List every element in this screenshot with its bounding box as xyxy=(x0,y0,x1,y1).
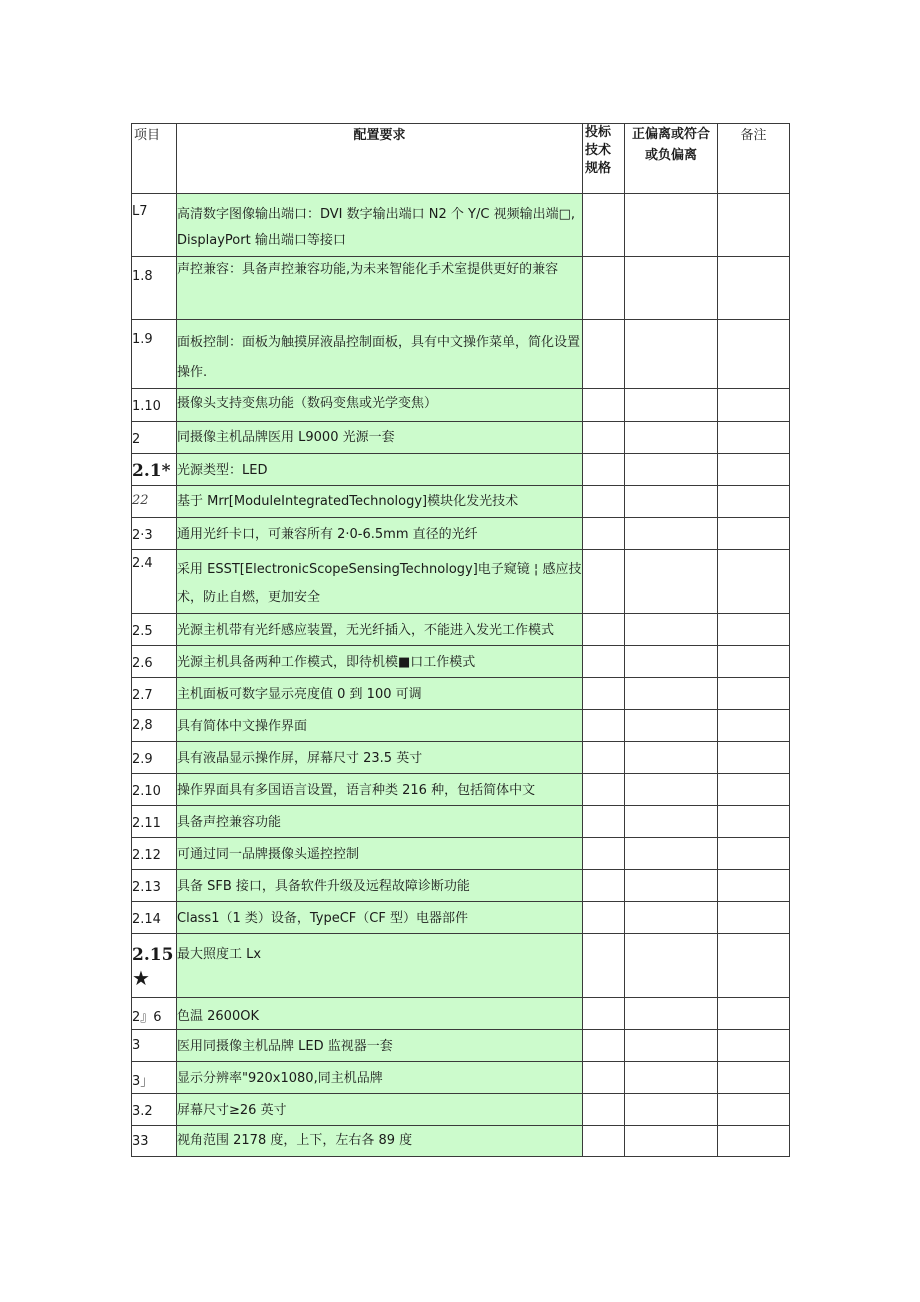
table-row xyxy=(132,1126,790,1157)
row-deviation-cell xyxy=(625,678,718,710)
row-deviation-cell xyxy=(625,902,718,934)
header-deviation xyxy=(625,124,718,194)
row-note-cell xyxy=(718,614,790,646)
row-bid-cell xyxy=(583,320,625,389)
header-bid-line2: 技术 xyxy=(585,143,612,158)
row-deviation-cell xyxy=(625,1062,718,1094)
row-number: 2.4 xyxy=(132,556,153,571)
row-bid-cell xyxy=(583,902,625,934)
row-deviation-cell xyxy=(625,934,718,998)
row-bid-cell xyxy=(583,194,625,257)
row-number: 3.2 xyxy=(132,1104,153,1119)
header-bid-line1: 投标 xyxy=(585,125,612,140)
row-bid-cell xyxy=(583,422,625,454)
row-note-cell xyxy=(718,1030,790,1062)
row-number: 22 xyxy=(132,493,149,508)
row-deviation-cell xyxy=(625,838,718,870)
row-requirement: 具备 SFB 接口，具备软件升级及远程故障诊断功能 xyxy=(177,879,470,894)
row-requirement: 具有液晶显示操作屏，屏幕尺寸 23.5 英寸 xyxy=(177,751,423,766)
row-note-cell xyxy=(718,646,790,678)
row-note-cell xyxy=(718,678,790,710)
row-note-cell xyxy=(718,902,790,934)
row-number: 2.6 xyxy=(132,656,153,671)
table-row xyxy=(132,194,790,257)
row-bid-cell xyxy=(583,550,625,614)
row-bid-cell xyxy=(583,486,625,518)
row-note-cell xyxy=(718,320,790,389)
row-deviation-cell xyxy=(625,742,718,774)
row-note-cell xyxy=(718,389,790,422)
row-bid-cell xyxy=(583,454,625,486)
row-note-cell xyxy=(718,550,790,614)
row-number: 2.13 xyxy=(132,880,161,895)
row-deviation-cell xyxy=(625,486,718,518)
row-number: 1.8 xyxy=(132,269,153,284)
row-requirement: 显示分辨率"920x1080,同主机品牌 xyxy=(177,1071,383,1086)
row-requirement: 采用 ESST[ElectronicScopeSensingTechnology]电子窥镜 ¦ 感应技术，防止自燃，更加安全 xyxy=(177,562,582,605)
header-deviation-line1: 正偏离或符合 xyxy=(631,127,710,142)
row-requirement: 具有简体中文操作界面 xyxy=(177,719,308,734)
row-requirement: 色温 2600OK xyxy=(177,1009,259,1024)
row-note-cell xyxy=(718,422,790,454)
row-number: 1.9 xyxy=(132,332,153,347)
row-requirement: 最大照度工 Lx xyxy=(177,947,262,962)
table-row xyxy=(132,838,790,870)
row-number: 33 xyxy=(132,1134,149,1149)
row-note-cell xyxy=(718,257,790,320)
star-mark-icon: ★ xyxy=(132,966,150,990)
header-item: 项目 xyxy=(132,124,177,194)
row-deviation-cell xyxy=(625,870,718,902)
table-row xyxy=(132,389,790,422)
table-header-row xyxy=(132,124,790,194)
table-row xyxy=(132,678,790,710)
row-requirement: 光源主机带有光纤感应装置，无光纤插入，不能进入发光工作模式 xyxy=(177,623,555,638)
table-row xyxy=(132,518,790,550)
row-deviation-cell xyxy=(625,1094,718,1126)
header-requirement: 配置要求 xyxy=(177,124,583,194)
table-row xyxy=(132,710,790,742)
table-row xyxy=(132,486,790,518)
row-requirement: 基于 Mrr[ModuleIntegratedTechnology]模块化发光技术 xyxy=(177,494,519,509)
row-bid-cell xyxy=(583,1094,625,1126)
row-note-cell xyxy=(718,1126,790,1157)
row-deviation-cell xyxy=(625,1030,718,1062)
table-row xyxy=(132,1094,790,1126)
row-bid-cell xyxy=(583,518,625,550)
row-deviation-cell xyxy=(625,422,718,454)
table-row xyxy=(132,998,790,1030)
table-row xyxy=(132,320,790,389)
row-deviation-cell xyxy=(625,710,718,742)
row-deviation-cell xyxy=(625,389,718,422)
table-row xyxy=(132,257,790,320)
row-number: 2.12 xyxy=(132,848,161,863)
row-note-cell xyxy=(718,870,790,902)
table-row xyxy=(132,646,790,678)
row-bid-cell xyxy=(583,934,625,998)
row-note-cell xyxy=(718,1062,790,1094)
row-number: 2 xyxy=(132,432,141,447)
row-note-cell xyxy=(718,998,790,1030)
row-bid-cell xyxy=(583,678,625,710)
row-deviation-cell xyxy=(625,257,718,320)
spec-table xyxy=(131,123,790,1157)
table-row xyxy=(132,422,790,454)
row-note-cell xyxy=(718,742,790,774)
row-deviation-cell xyxy=(625,550,718,614)
row-bid-cell xyxy=(583,870,625,902)
row-number: 1.10 xyxy=(132,399,161,414)
row-bid-cell xyxy=(583,838,625,870)
row-note-cell xyxy=(718,194,790,257)
row-requirement: 同摄像主机品牌医用 L9000 光源一套 xyxy=(177,430,395,445)
table-row xyxy=(132,614,790,646)
row-note-cell xyxy=(718,518,790,550)
row-bid-cell xyxy=(583,806,625,838)
table-row xyxy=(132,806,790,838)
row-requirement: 可通过同一品牌摄像头遥控控制 xyxy=(177,847,360,862)
row-number: L7 xyxy=(132,204,148,219)
table-row xyxy=(132,550,790,614)
row-bid-cell xyxy=(583,998,625,1030)
row-note-cell xyxy=(718,1094,790,1126)
row-bid-cell xyxy=(583,774,625,806)
row-bid-cell xyxy=(583,742,625,774)
row-number: 2.11 xyxy=(132,816,161,831)
row-requirement: 面板控制：面板为触摸屏液晶控制面板，具有中文操作菜单，简化设置操作. xyxy=(177,335,581,380)
row-note-cell xyxy=(718,934,790,998)
row-note-cell xyxy=(718,774,790,806)
row-deviation-cell xyxy=(625,806,718,838)
row-requirement: 摄像头支持变焦功能（数码变焦或光学变焦） xyxy=(177,396,438,411)
row-requirement: 屏幕尺寸≥26 英寸 xyxy=(177,1103,287,1118)
row-number: 2.7 xyxy=(132,688,153,703)
row-deviation-cell xyxy=(625,454,718,486)
row-deviation-cell xyxy=(625,646,718,678)
row-deviation-cell xyxy=(625,998,718,1030)
row-number: 2.10 xyxy=(132,784,161,799)
row-number: 3 xyxy=(132,1038,141,1053)
row-note-cell xyxy=(718,454,790,486)
row-number: 2』6 xyxy=(132,1010,162,1025)
table-row xyxy=(132,870,790,902)
row-note-cell xyxy=(718,838,790,870)
table-row xyxy=(132,902,790,934)
row-requirement: 光源主机具备两种工作模式，即待机模■口工作模式 xyxy=(177,655,476,670)
row-requirement: 操作界面具有多国语言设置，语言种类 216 种，包括简体中文 xyxy=(177,783,536,798)
row-number: 2,8 xyxy=(132,718,153,733)
table-row xyxy=(132,934,790,998)
row-number: 2.1* xyxy=(132,461,171,481)
row-requirement: 主机面板可数字显示亮度值 0 到 100 可调 xyxy=(177,687,422,702)
table-row xyxy=(132,1062,790,1094)
row-bid-cell xyxy=(583,389,625,422)
row-deviation-cell xyxy=(625,1126,718,1157)
row-note-cell xyxy=(718,710,790,742)
row-deviation-cell xyxy=(625,194,718,257)
row-deviation-cell xyxy=(625,320,718,389)
table-row xyxy=(132,742,790,774)
row-number: 2.9 xyxy=(132,752,153,767)
row-requirement: 视角范围 2178 度，上下，左右各 89 度 xyxy=(177,1133,413,1148)
row-bid-cell xyxy=(583,1126,625,1157)
row-requirement: 通用光纤卡口，可兼容所有 2·0-6.5mm 直径的光纤 xyxy=(177,527,478,542)
row-requirement: Class1（1 类）设备，TypeCF（CF 型）电器部件 xyxy=(177,911,468,926)
row-number: 2.14 xyxy=(132,912,161,927)
row-bid-cell xyxy=(583,646,625,678)
table-row xyxy=(132,1030,790,1062)
header-bid-spec xyxy=(583,124,625,194)
row-bid-cell xyxy=(583,1030,625,1062)
row-bid-cell xyxy=(583,614,625,646)
row-bid-cell xyxy=(583,710,625,742)
header-bid-line3: 规格 xyxy=(585,161,612,176)
header-deviation-line2: 或负偏离 xyxy=(644,148,697,163)
row-requirement: 医用同摄像主机品牌 LED 监视器一套 xyxy=(177,1039,393,1054)
row-requirement: 声控兼容：具备声控兼容功能,为未来智能化手术室提供更好的兼容 xyxy=(177,262,559,277)
row-number: 3」 xyxy=(132,1074,154,1089)
header-note: 备注 xyxy=(718,124,790,194)
row-note-cell xyxy=(718,806,790,838)
row-number: 2.5 xyxy=(132,624,153,639)
row-deviation-cell xyxy=(625,614,718,646)
row-deviation-cell xyxy=(625,774,718,806)
row-note-cell xyxy=(718,486,790,518)
table-row xyxy=(132,774,790,806)
row-requirement: 高清数字图像输出端口：DVI 数字输出端口 N2 个 Y/C 视频输出端□,DisplayPort 输出端口等接口 xyxy=(177,207,575,248)
table-row xyxy=(132,454,790,486)
row-bid-cell xyxy=(583,257,625,320)
row-number: 2·3 xyxy=(132,528,153,543)
row-number: 2.15 xyxy=(132,945,174,965)
row-bid-cell xyxy=(583,1062,625,1094)
row-requirement: 光源类型：LED xyxy=(177,463,268,478)
row-deviation-cell xyxy=(625,518,718,550)
row-requirement: 具备声控兼容功能 xyxy=(177,815,282,830)
